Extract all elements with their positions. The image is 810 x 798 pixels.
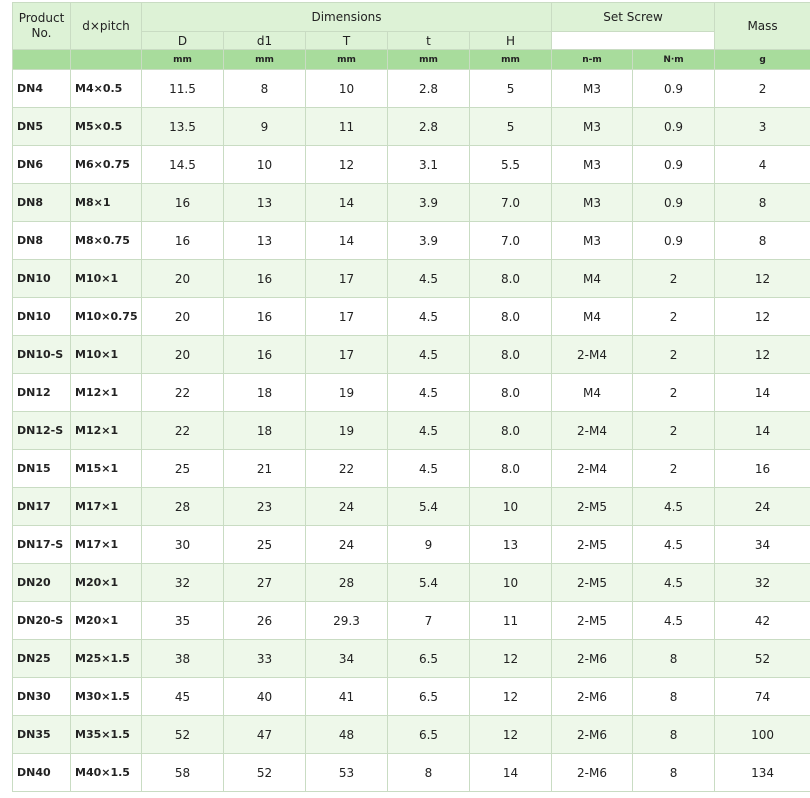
dim-T-cell: 12	[306, 146, 388, 184]
dim-T-cell: 17	[306, 336, 388, 374]
product-no-cell: DN10-S	[13, 336, 71, 374]
dim-T-cell: 34	[306, 640, 388, 678]
dim-T-cell: 48	[306, 716, 388, 754]
mass-cell: 14	[715, 374, 810, 412]
dim-t-cell: 3.9	[388, 222, 470, 260]
dim-col-header: T	[306, 32, 388, 50]
unit-cell: N·m	[633, 50, 715, 70]
dim-d1-cell: 23	[224, 488, 306, 526]
set-screw-nm-cell: 2-M4	[552, 412, 633, 450]
product-no-cell: DN4	[13, 70, 71, 108]
unit-cell: mm	[306, 50, 388, 70]
dim-T-cell: 24	[306, 488, 388, 526]
set-screw-torque-cell: 4.5	[633, 488, 715, 526]
dim-d1-cell: 13	[224, 222, 306, 260]
dim-D-cell: 58	[142, 754, 224, 792]
units-row	[13, 50, 810, 70]
dim-T-cell: 24	[306, 526, 388, 564]
dim-D-cell: 11.5	[142, 70, 224, 108]
dim-T-cell: 17	[306, 260, 388, 298]
dim-d1-cell: 26	[224, 602, 306, 640]
dim-T-cell: 29.3	[306, 602, 388, 640]
unit-cell: mm	[470, 50, 552, 70]
product-no-cell: DN6	[13, 146, 71, 184]
unit-cell: g	[715, 50, 810, 70]
dim-t-cell: 4.5	[388, 450, 470, 488]
set-screw-nm-cell: 2-M6	[552, 678, 633, 716]
dim-T-cell: 10	[306, 70, 388, 108]
dim-H-cell: 10	[470, 564, 552, 602]
set-screw-torque-cell: 2	[633, 412, 715, 450]
dim-H-cell: 8.0	[470, 412, 552, 450]
dim-H-cell: 5.5	[470, 146, 552, 184]
set-screw-torque-cell: 0.9	[633, 146, 715, 184]
set-screw-torque-cell: 2	[633, 374, 715, 412]
product-no-cell: DN8	[13, 184, 71, 222]
dim-d1-cell: 18	[224, 412, 306, 450]
product-no-cell: DN12	[13, 374, 71, 412]
dim-col-header: d1	[224, 32, 306, 50]
mass-cell: 12	[715, 260, 810, 298]
mass-cell: 3	[715, 108, 810, 146]
table-row	[13, 488, 810, 526]
dim-H-cell: 12	[470, 640, 552, 678]
table-body	[13, 70, 810, 792]
dim-D-cell: 45	[142, 678, 224, 716]
product-no-label: Product No.	[19, 11, 65, 40]
set-screw-nm-cell: 2-M4	[552, 336, 633, 374]
product-no-cell: DN8	[13, 222, 71, 260]
dim-H-cell: 8.0	[470, 450, 552, 488]
d-pitch-cell: M5×0.5	[71, 108, 142, 146]
table-header	[13, 3, 810, 70]
product-no-cell: DN10	[13, 298, 71, 336]
product-no-cell: DN17	[13, 488, 71, 526]
d-pitch-cell: M25×1.5	[71, 640, 142, 678]
d-pitch-cell: M20×1	[71, 564, 142, 602]
dim-T-cell: 41	[306, 678, 388, 716]
product-no-header	[13, 3, 71, 50]
set-screw-nm-cell: M4	[552, 298, 633, 336]
set-screw-nm-cell: M3	[552, 146, 633, 184]
set-screw-nm-cell: 2-M6	[552, 716, 633, 754]
mass-cell: 8	[715, 184, 810, 222]
dim-t-cell: 2.8	[388, 70, 470, 108]
set-screw-torque-cell: 0.9	[633, 222, 715, 260]
dim-H-cell: 8.0	[470, 260, 552, 298]
dim-d1-cell: 13	[224, 184, 306, 222]
dim-t-cell: 4.5	[388, 260, 470, 298]
set-screw-torque-cell: 8	[633, 678, 715, 716]
dim-D-cell: 16	[142, 222, 224, 260]
dim-T-cell: 14	[306, 222, 388, 260]
d-pitch-cell: M17×1	[71, 526, 142, 564]
dim-D-cell: 20	[142, 260, 224, 298]
mass-cell: 52	[715, 640, 810, 678]
product-no-cell: DN40	[13, 754, 71, 792]
dim-H-cell: 10	[470, 488, 552, 526]
dim-D-cell: 20	[142, 336, 224, 374]
set-screw-torque-cell: 4.5	[633, 602, 715, 640]
dim-t-cell: 9	[388, 526, 470, 564]
set-screw-nm-cell: M3	[552, 222, 633, 260]
dim-d1-cell: 21	[224, 450, 306, 488]
d-pitch-cell: M10×1	[71, 260, 142, 298]
dim-D-cell: 25	[142, 450, 224, 488]
d-pitch-cell: M8×1	[71, 184, 142, 222]
table-row	[13, 754, 810, 792]
dim-H-cell: 8.0	[470, 336, 552, 374]
dim-d1-cell: 47	[224, 716, 306, 754]
dim-d1-cell: 8	[224, 70, 306, 108]
d-pitch-cell: M10×0.75	[71, 298, 142, 336]
set-screw-torque-cell: 4.5	[633, 564, 715, 602]
dim-D-cell: 20	[142, 298, 224, 336]
set-screw-torque-cell: 8	[633, 640, 715, 678]
d-pitch-cell: M12×1	[71, 412, 142, 450]
set-screw-torque-cell: 2	[633, 450, 715, 488]
mass-cell: 4	[715, 146, 810, 184]
table-row	[13, 108, 810, 146]
dim-H-cell: 8.0	[470, 374, 552, 412]
dim-T-cell: 19	[306, 374, 388, 412]
dim-d1-cell: 16	[224, 260, 306, 298]
spec-table	[12, 2, 810, 792]
mass-cell: 12	[715, 336, 810, 374]
product-no-cell: DN15	[13, 450, 71, 488]
dim-D-cell: 16	[142, 184, 224, 222]
set-screw-torque-cell: 0.9	[633, 108, 715, 146]
d-pitch-cell: M12×1	[71, 374, 142, 412]
dim-H-cell: 5	[470, 70, 552, 108]
dim-D-cell: 38	[142, 640, 224, 678]
dim-H-cell: 11	[470, 602, 552, 640]
set-screw-torque-cell: 2	[633, 336, 715, 374]
set-screw-torque-cell: 4.5	[633, 526, 715, 564]
dim-col-header: D	[142, 32, 224, 50]
dim-t-cell: 3.9	[388, 184, 470, 222]
dim-d1-cell: 27	[224, 564, 306, 602]
unit-cell: n-m	[552, 50, 633, 70]
mass-cell: 24	[715, 488, 810, 526]
product-no-cell: DN12-S	[13, 412, 71, 450]
set-screw-nm-cell: 2-M5	[552, 564, 633, 602]
d-pitch-cell: M40×1.5	[71, 754, 142, 792]
dim-T-cell: 22	[306, 450, 388, 488]
dim-d1-cell: 16	[224, 336, 306, 374]
dim-H-cell: 14	[470, 754, 552, 792]
table-row	[13, 678, 810, 716]
dim-D-cell: 22	[142, 374, 224, 412]
table-row	[13, 450, 810, 488]
dim-t-cell: 4.5	[388, 374, 470, 412]
table-row	[13, 640, 810, 678]
d-pitch-cell: M8×0.75	[71, 222, 142, 260]
table-row	[13, 184, 810, 222]
dim-col-header: H	[470, 32, 552, 50]
set-screw-torque-cell: 2	[633, 298, 715, 336]
mass-cell: 8	[715, 222, 810, 260]
dim-d1-cell: 25	[224, 526, 306, 564]
mass-cell: 42	[715, 602, 810, 640]
set-screw-torque-cell: 8	[633, 716, 715, 754]
table-row	[13, 222, 810, 260]
table-row	[13, 336, 810, 374]
mass-cell: 12	[715, 298, 810, 336]
set-screw-nm-cell: M4	[552, 260, 633, 298]
d-pitch-cell: M4×0.5	[71, 70, 142, 108]
dimensions-header: Dimensions	[142, 3, 552, 32]
dim-d1-cell: 40	[224, 678, 306, 716]
dim-t-cell: 2.8	[388, 108, 470, 146]
dim-t-cell: 6.5	[388, 716, 470, 754]
set-screw-nm-cell: M3	[552, 184, 633, 222]
dim-D-cell: 32	[142, 564, 224, 602]
unit-cell: mm	[142, 50, 224, 70]
dim-d1-cell: 33	[224, 640, 306, 678]
mass-cell: 16	[715, 450, 810, 488]
mass-cell: 14	[715, 412, 810, 450]
dim-T-cell: 17	[306, 298, 388, 336]
set-screw-nm-cell: 2-M6	[552, 754, 633, 792]
dim-D-cell: 52	[142, 716, 224, 754]
table-row	[13, 70, 810, 108]
set-screw-torque-cell: 0.9	[633, 70, 715, 108]
set-screw-nm-cell: M4	[552, 374, 633, 412]
dim-D-cell: 35	[142, 602, 224, 640]
dim-D-cell: 30	[142, 526, 224, 564]
set-screw-nm-cell: 2-M6	[552, 640, 633, 678]
set-screw-nm-cell: 2-M4	[552, 450, 633, 488]
dim-T-cell: 53	[306, 754, 388, 792]
dim-T-cell: 11	[306, 108, 388, 146]
dim-col-header: t	[388, 32, 470, 50]
mass-cell: 2	[715, 70, 810, 108]
unit-blank	[71, 50, 142, 70]
table-row	[13, 374, 810, 412]
table-row	[13, 602, 810, 640]
dim-d1-cell: 9	[224, 108, 306, 146]
set-screw-nm-cell: 2-M5	[552, 488, 633, 526]
product-no-cell: DN17-S	[13, 526, 71, 564]
set-screw-nm-cell: M3	[552, 70, 633, 108]
dim-H-cell: 12	[470, 716, 552, 754]
set-screw-header: Set Screw	[552, 3, 715, 32]
dim-t-cell: 4.5	[388, 412, 470, 450]
dim-d1-cell: 10	[224, 146, 306, 184]
product-no-cell: DN5	[13, 108, 71, 146]
mass-cell: 34	[715, 526, 810, 564]
dim-H-cell: 13	[470, 526, 552, 564]
table-row	[13, 564, 810, 602]
dim-t-cell: 8	[388, 754, 470, 792]
dim-t-cell: 5.4	[388, 488, 470, 526]
d-pitch-cell: M10×1	[71, 336, 142, 374]
dim-d1-cell: 16	[224, 298, 306, 336]
table-row	[13, 260, 810, 298]
dim-t-cell: 7	[388, 602, 470, 640]
table-row	[13, 298, 810, 336]
product-no-cell: DN20-S	[13, 602, 71, 640]
dim-H-cell: 5	[470, 108, 552, 146]
mass-cell: 134	[715, 754, 810, 792]
dim-d1-cell: 18	[224, 374, 306, 412]
set-screw-nm-cell: 2-M5	[552, 602, 633, 640]
unit-blank	[13, 50, 71, 70]
dim-H-cell: 7.0	[470, 222, 552, 260]
set-screw-nm-cell: 2-M5	[552, 526, 633, 564]
product-no-cell: DN10	[13, 260, 71, 298]
mass-header: Mass	[715, 3, 810, 50]
dim-T-cell: 19	[306, 412, 388, 450]
product-no-cell: DN30	[13, 678, 71, 716]
d-pitch-cell: M17×1	[71, 488, 142, 526]
table-row	[13, 716, 810, 754]
dim-H-cell: 7.0	[470, 184, 552, 222]
product-no-cell: DN20	[13, 564, 71, 602]
dim-D-cell: 14.5	[142, 146, 224, 184]
dim-t-cell: 4.5	[388, 336, 470, 374]
dim-t-cell: 4.5	[388, 298, 470, 336]
d-pitch-cell: M35×1.5	[71, 716, 142, 754]
dim-D-cell: 22	[142, 412, 224, 450]
d-pitch-cell: M20×1	[71, 602, 142, 640]
table-row	[13, 412, 810, 450]
set-screw-nm-cell: M3	[552, 108, 633, 146]
mass-cell: 100	[715, 716, 810, 754]
dim-t-cell: 3.1	[388, 146, 470, 184]
set-screw-torque-cell: 2	[633, 260, 715, 298]
dim-T-cell: 14	[306, 184, 388, 222]
mass-cell: 32	[715, 564, 810, 602]
dim-D-cell: 28	[142, 488, 224, 526]
d-pitch-header: d×pitch	[71, 3, 142, 50]
dim-t-cell: 5.4	[388, 564, 470, 602]
unit-cell: mm	[224, 50, 306, 70]
set-screw-torque-cell: 8	[633, 754, 715, 792]
table-row	[13, 146, 810, 184]
dim-H-cell: 8.0	[470, 298, 552, 336]
product-no-cell: DN25	[13, 640, 71, 678]
table-row	[13, 526, 810, 564]
d-pitch-cell: M30×1.5	[71, 678, 142, 716]
dim-t-cell: 6.5	[388, 678, 470, 716]
dim-D-cell: 13.5	[142, 108, 224, 146]
dim-t-cell: 6.5	[388, 640, 470, 678]
set-screw-torque-cell: 0.9	[633, 184, 715, 222]
d-pitch-cell: M6×0.75	[71, 146, 142, 184]
unit-cell: mm	[388, 50, 470, 70]
mass-cell: 74	[715, 678, 810, 716]
product-no-cell: DN35	[13, 716, 71, 754]
d-pitch-cell: M15×1	[71, 450, 142, 488]
dim-d1-cell: 52	[224, 754, 306, 792]
dim-T-cell: 28	[306, 564, 388, 602]
dim-H-cell: 12	[470, 678, 552, 716]
